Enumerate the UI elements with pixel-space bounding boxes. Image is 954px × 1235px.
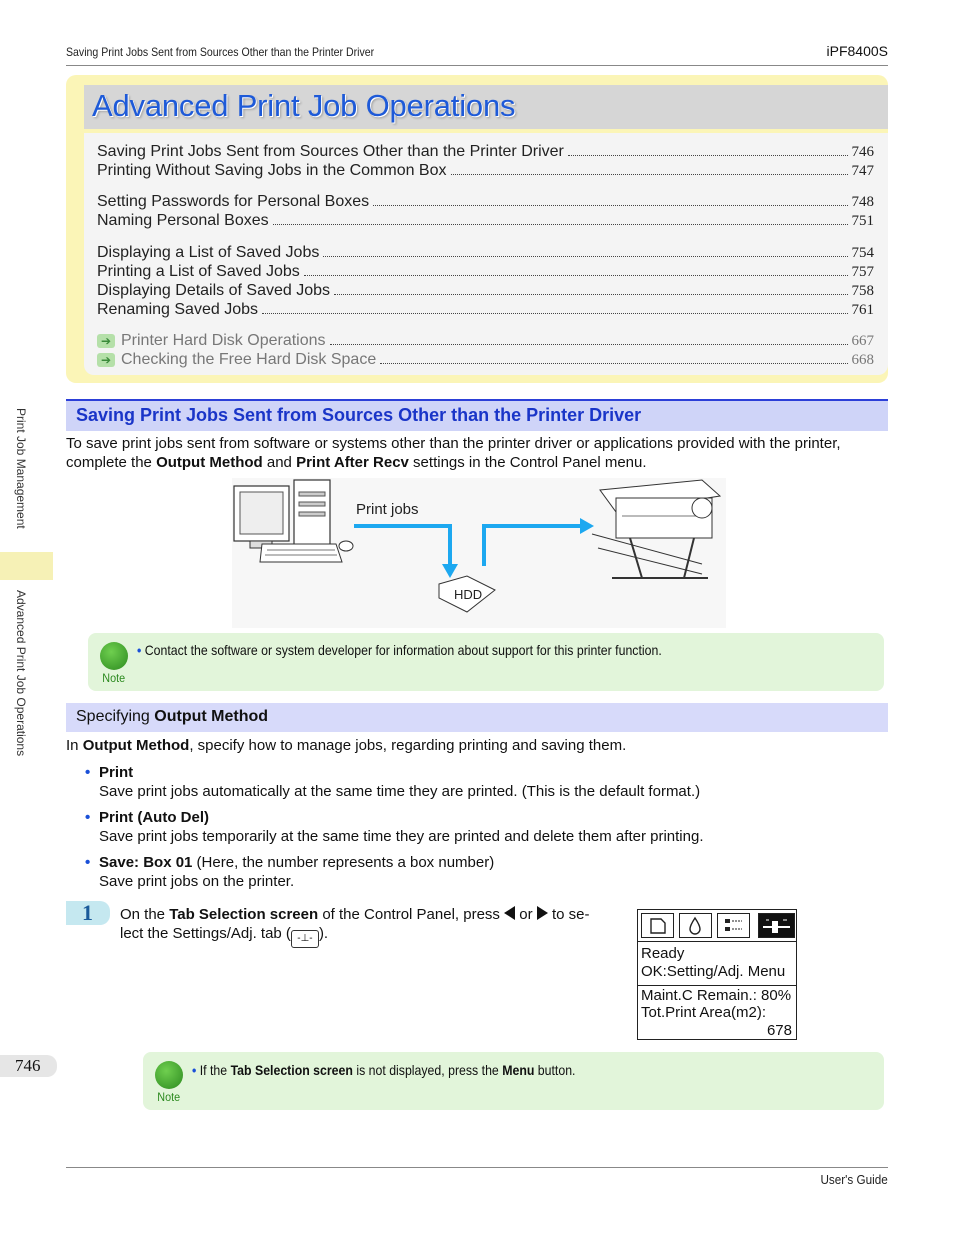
header-divider <box>66 65 888 66</box>
print-job-diagram <box>232 478 726 628</box>
sidebar-section: Advanced Print Job Operations <box>14 590 28 757</box>
note-icon <box>100 642 128 670</box>
sidebar-chapter: Print Job Management <box>14 408 28 529</box>
note-label: Note <box>102 671 126 685</box>
toc-related-link[interactable]: ➔ Checking the Free Hard Disk Space 668 <box>97 351 874 370</box>
note-icon <box>155 1061 183 1089</box>
panel-hint: OK:Setting/Adj. Menu <box>641 963 786 980</box>
option-item: • Print (Auto Del) <box>85 809 209 826</box>
right-arrow-key-icon <box>537 906 548 920</box>
settings-tab-icon: -⊥- <box>291 930 319 948</box>
tab-job-icon <box>717 913 750 938</box>
chapter-title: Advanced Print Job Operations <box>92 88 516 123</box>
panel-print-area-value: 678 <box>766 1022 792 1039</box>
toc-link[interactable]: Displaying Details of Saved Jobs 758 <box>97 282 874 299</box>
option-item: • Print <box>85 764 134 781</box>
tab-ink-icon <box>679 913 712 938</box>
step-text: On the Tab Selection screen of the Control Panel, press or to se- lect the Settings/Adj. tab ( -⊥- ). <box>120 905 630 948</box>
toc-link[interactable]: Saving Print Jobs Sent from Sources Other than the Printer Driver 746 <box>97 143 874 160</box>
toc-link[interactable]: Naming Personal Boxes 751 <box>97 212 874 229</box>
note-text: • If the Tab Selection screen is not displayed, press the Menu button. <box>192 1062 576 1078</box>
tab-paper-icon <box>641 913 674 938</box>
arrow-right-icon: ➔ <box>97 334 115 348</box>
page-number: 746 <box>15 1056 41 1075</box>
toc-link[interactable]: Displaying a List of Saved Jobs 754 <box>97 244 874 261</box>
footer-guide-name: User's Guide <box>820 1172 888 1187</box>
svg-text:HDD: HDD <box>454 587 483 602</box>
option-list: • Print Save print jobs automatically at the same time they are printed. (This is the default format.) • Print (Auto Del) Save print jobs temporarily at the same time they are printed and delete them after printing. • Save: Box 01 (Here, the number represents a box number) Save print jobs on the printer. <box>85 763 885 891</box>
subsection-title: Specifying Output Method <box>76 708 269 725</box>
note-label: Note <box>157 1090 181 1104</box>
toc-related-link[interactable]: ➔ Printer Hard Disk Operations 667 <box>97 332 874 351</box>
toc-link[interactable]: Printing Without Saving Jobs in the Common Box 747 <box>97 162 874 179</box>
section-intro: To save print jobs sent from software or systems other than the printer driver or applications provided with the printer, complete the Output Method and Print After Recv settings in the Control Panel menu. <box>66 435 841 471</box>
footer-divider <box>66 1167 888 1168</box>
panel-status: Ready <box>641 945 685 962</box>
section-title: Saving Print Jobs Sent from Sources Other than the Printer Driver <box>76 405 642 425</box>
arrow-right-icon: ➔ <box>97 353 115 367</box>
left-arrow-key-icon <box>504 906 515 920</box>
sidebar-tab-marker <box>0 552 53 580</box>
step-number: 1 <box>66 901 110 925</box>
panel-maint-remain: Maint.C Remain.: 80% <box>641 987 792 1004</box>
note-box <box>143 1052 884 1110</box>
running-header-model: iPF8400S <box>826 43 888 59</box>
toc-link[interactable]: Renaming Saved Jobs 761 <box>97 301 874 318</box>
toc-link[interactable]: Printing a List of Saved Jobs 757 <box>97 263 874 280</box>
note-text: • Contact the software or system developer for information about support for this printer function. <box>137 642 662 658</box>
control-panel-screen <box>637 909 797 1040</box>
running-header-title: Saving Print Jobs Sent from Sources Other than the Printer Driver <box>66 45 375 59</box>
tab-settings-icon <box>758 913 795 938</box>
panel-print-area-label: Tot.Print Area(m2): <box>641 1004 767 1021</box>
option-item: • Save: Box 01 (Here, the number represents a box number) <box>85 854 495 871</box>
subsection-intro: In Output Method, specify how to manage jobs, regarding printing and saving them. <box>66 737 627 754</box>
diagram-label-print-jobs: Print jobs <box>356 501 419 518</box>
toc-link[interactable]: Setting Passwords for Personal Boxes 748 <box>97 193 874 210</box>
